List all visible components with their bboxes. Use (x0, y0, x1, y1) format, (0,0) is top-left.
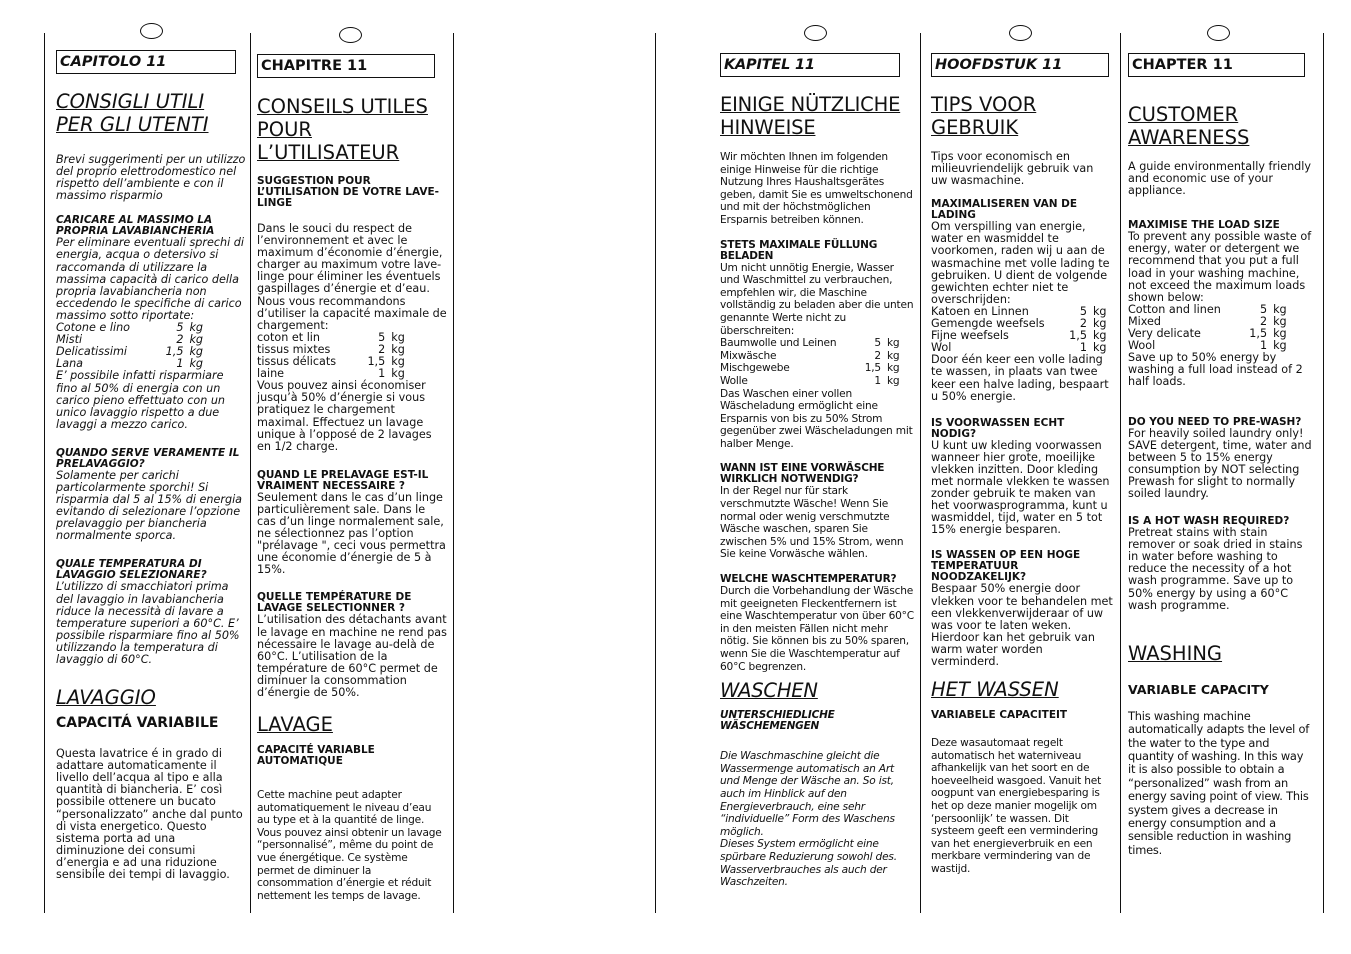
intro-text: Wir möchten Ihnen im folgenden einige Hinweise für die richtige Nutzung Ihres Haushaltsgerätes geben, damit Sie es umweltschonend und mit der höchstmöglichen Ersparnis betreiben können. (720, 151, 913, 226)
paragraph: Pretreat stains with stain remover or soak dried in stains in water before washing to reduce the necessity of a hot wash programme. Save up to 50% energy by using a 60°C wash programme. (1128, 526, 1303, 612)
load-name: laine (257, 367, 285, 381)
italian-column (56, 50, 246, 894)
paragraph: Per eliminare eventuali sprechi di energia, acqua o detersivo si raccomanda di utilizzare la massima capacità di carico della propria lavabiancheria non eccedendo le specifiche di carico massimo sotto riportate: (56, 236, 244, 322)
paragraph: Dans le souci du respect de l’environnement et avec le maximum d’économie d’énergie, charger au maximum votre lave-linge pour éliminer les éventuels gaspillages d’énergie et d’eau. Nous vous recommandons d’utiliser la capacité maximale de chargement: (257, 222, 447, 332)
load-value: 1,5 (1069, 329, 1087, 343)
paragraph: Durch die Vorbehandlung der Wäsche mit geeigneten Fleckentfernern ist eine Waschtemperatur von über 60°C in den meisten Fällen nicht mehr nötig. Sie können bis zu 50% sparen, wenn Sie die Waschtemperatur auf 60°C begrenzen. (720, 585, 914, 673)
load-value: 1 (176, 357, 184, 371)
column-rule (453, 33, 454, 913)
load-unit: kg (1092, 341, 1107, 355)
load-value: 1 (1259, 339, 1268, 353)
section-title (720, 93, 914, 139)
language-oval-icon (339, 27, 362, 43)
title-line: POUR L’UTILISATEUR (257, 118, 400, 164)
heading: QUAND LE PRELAVAGE EST-IL VRAIMENT NECESSAIRE ? (257, 468, 429, 492)
load-unit: kg (1092, 304, 1107, 318)
paragraph: Die Waschmaschine gleicht die Wassermenge automatisch an Art und Menge der Wäsche an. So ist, auch im Hinblick auf den Energieverbrauch, eine sehr “individuelle” Form des Waschens möglich. (720, 750, 895, 838)
load-unit: kg (189, 357, 204, 371)
load-value: 2 (378, 342, 386, 356)
paragraph: Questa lavatrice é in grado di adattare automaticamente il livello dell’acqua al tipo e alla quantità di biancheria. E’ così possibile ottenere un bucato “personalizzato” anche dal punto di vista energetico. Questo sistema porta ad una diminuzione dei consumi d’energia e ad una riduzione sensibile dei tempi di lavaggio. (56, 747, 243, 882)
load-name: Lana (56, 357, 84, 371)
intro-text: Tips voor economisch en milieuvriendelijk gebruik van uw wasmachine. (931, 150, 1094, 188)
load-name: Delicatissimi (56, 345, 127, 359)
load-value: 5 (176, 321, 184, 335)
load-unit: kg (886, 337, 900, 350)
load-value: 2 (1079, 317, 1087, 331)
dutch-column (931, 53, 1113, 889)
paragraph: Solamente per carichi particolarmente sporchi! Si risparmia dal 5 al 15% di energia evitando di selezionare l’opzione prelavaggio per biancheria normalmente sporca. (56, 468, 243, 543)
section-title (931, 93, 1113, 139)
heading: IS A HOT WASH REQUIRED? (1128, 515, 1290, 528)
load-name: Wol (931, 341, 952, 355)
load-table (931, 306, 1109, 354)
chapter-box: CAPITOLO 11 (56, 50, 236, 74)
language-oval-icon (140, 23, 163, 39)
load-unit: kg (1092, 329, 1107, 343)
load-table (720, 337, 902, 387)
load-value: 5 (874, 337, 881, 350)
load-unit: kg (1273, 302, 1287, 316)
paragraph: L’utilizzo di smacchiatori prima del lavaggio in lavabiancheria riduce la necessità di lavare a temperature superiori a 60°C. E’ possibile risparmiare fino al 50% utilizzando la temperatura di lavaggio di 60°C. (56, 580, 240, 666)
language-oval-icon (1207, 25, 1230, 41)
heading: DO YOU NEED TO PRE-WASH? (1128, 415, 1302, 428)
load-unit: kg (886, 374, 900, 387)
german-column (720, 53, 914, 889)
load-value: 1,5 (1249, 327, 1268, 341)
load-name: Fijne weefsels (931, 329, 1009, 343)
heading: MAXIMALISEREN VAN DE LADING (931, 198, 1078, 222)
paragraph: E’ possibile infatti risparmiare fino al 50% di energia con un carico pieno effettuato con un unico lavaggio rispetto a due lavaggi a mezzo carico. (56, 369, 226, 431)
subheading: VARIABLE CAPACITY (1128, 681, 1269, 697)
load-unit: kg (391, 367, 405, 381)
heading: CARICARE AL MASSIMO LA PROPRIA LAVABIANCHERIA (56, 214, 215, 238)
paragraph: To prevent any possible waste of energy, water or detergent we recommend that you put a full load in your washing machine, not exceed the maximum loads shown below: (1128, 230, 1312, 304)
title-line: CUSTOMER (1128, 103, 1239, 126)
load-name: Cotone e lino (56, 321, 131, 335)
column-rule (655, 33, 656, 913)
load-value: 1 (1079, 341, 1087, 355)
heading: IS WASSEN OP EEN HOGE TEMPERATUUR NOODZAKELIJK? (931, 549, 1081, 584)
load-unit: kg (886, 362, 900, 375)
title-line: GEBRUIK (931, 116, 1019, 139)
column-rule (44, 33, 45, 913)
load-unit: kg (1273, 339, 1287, 353)
load-name: Wolle (720, 374, 748, 387)
load-name: tissus délicats (257, 355, 337, 369)
load-name: Cotton and linen (1128, 302, 1221, 316)
load-value: 1,5 (864, 362, 881, 375)
load-unit: kg (886, 349, 900, 362)
section-title: LAVAGE (257, 713, 333, 737)
load-row (720, 362, 902, 375)
paragraph: L’utilisation des détachants avant le lavage en machine ne rend pas nécessaire le lavage au-delà de 60°C. L’utilisation de la température de 60°C permet de diminuer la consommation d’énergie de 50%. (257, 613, 447, 699)
load-name: coton et lin (257, 330, 321, 344)
load-name: Misti (56, 333, 83, 347)
chapter-box: KAPITEL 11 (720, 53, 900, 77)
heading: QUELLE TEMPÉRATURE DE LAVAGE SELECTIONNER ? (257, 591, 412, 615)
load-name: Wool (1128, 339, 1156, 353)
english-column (1128, 53, 1312, 870)
load-name: Mischgewebe (720, 362, 790, 375)
paragraph: This washing machine automatically adapts the level of the water to the type and quantity of washing. In this way it is also possible to obtain a “personalized” wash from an energy saving point of view. This system gives a decrease in energy consumption and a sensible reduction in washing times. (1128, 708, 1310, 857)
section-title (56, 90, 246, 136)
french-column (257, 54, 447, 915)
section-title: LAVAGGIO (56, 686, 156, 710)
load-name: Katoen en Linnen (931, 304, 1029, 318)
load-value: 1 (378, 367, 386, 381)
load-value: 5 (1259, 302, 1268, 316)
chapter-box: CHAPTER 11 (1128, 53, 1305, 77)
load-table (1128, 304, 1290, 352)
heading: QUALE TEMPERATURA DI LAVAGGIO SELEZIONARE? (56, 558, 207, 582)
section-title: HET WASSEN (931, 678, 1059, 702)
load-unit: kg (189, 345, 204, 359)
load-name: Baumwolle und Leinen (720, 337, 837, 350)
paragraph: In der Regel nur für stark verschmutzte Wäsche! Wenn Sie normal oder wenig verschmutzte Wäsche waschen, sparen Sie zwischen 5% und 15% Strom, wenn Sie keine Vorwäsche wählen. (720, 485, 904, 561)
subheading: CAPACITÉ VARIABLE AUTOMATIQUE (257, 744, 375, 768)
paragraph: Seulement dans le cas d’un linge particulièrement sale. Dans le cas d’un linge normalement sale, ne sélectionnez pas l’option "prélavage ", ceci vous permettra une économie d’énergie de 5 à 15%. (257, 490, 446, 577)
paragraph: Cette machine peut adapter automatiquement le niveau d’eau au type et à la quantité de linge. Vous pouvez ainsi obtenir un lavage “personnalisé”, même du point de vue énergétique. Ce système permet de diminuer la consommation d’énergie et réduit nettement les temps de lavage. (257, 789, 442, 902)
load-value: 2 (1259, 314, 1268, 328)
title-line: PER GLI UTENTI (56, 113, 209, 136)
title-line: TIPS VOOR (931, 93, 1037, 116)
intro-text: Brevi suggerimenti per un utilizzo del proprio elettrodomestico nel rispetto dell’ambiente e con il massimo risparmio (56, 153, 246, 203)
paragraph: Um nicht unnötig Energie, Wasser und Waschmittel zu verbrauchen, empfehlen wir, die Maschine vollständig zu beladen aber die unten genannte Werte nicht zu überschreiten: (720, 261, 914, 337)
paragraph: Bespaar 50% energie door vlekken voor te behandelen met een vlekkenverwijderaar of uw was voor te laten weken. Hierdoor kan het gebruik van warm water worden verminderd. (931, 582, 1113, 668)
load-row (720, 337, 902, 350)
load-value: 2 (176, 333, 184, 347)
heading: WELCHE WASCHTEMPERATUR? (720, 573, 897, 586)
load-name: Mixwäsche (720, 349, 777, 362)
paragraph: Save up to 50% energy by washing a full load instead of 2 half loads. (1128, 351, 1303, 389)
section-title (257, 95, 447, 164)
subheading: CAPACITÁ VARIABILE (56, 715, 219, 732)
load-name: Gemengde weefsels (931, 317, 1045, 331)
paragraph: Om verspilling van energie, water en wasmiddel te voorkomen, raden wij u aan de wasmachine met volle lading te gebruiken. U dient de volgende gewichten echter niet te overschrijden: (931, 220, 1110, 306)
heading: MAXIMISE THE LOAD SIZE (1128, 219, 1280, 232)
heading: QUANDO SERVE VERAMENTE IL PRELAVAGGIO? (56, 446, 240, 470)
load-unit: kg (391, 342, 405, 356)
subheading: UNTERSCHIEDLICHE WÄSCHEMENGEN (720, 709, 835, 733)
chapter-box: CHAPITRE 11 (257, 54, 435, 78)
load-value: 1,5 (165, 345, 184, 359)
section-title: WASHING (1128, 641, 1223, 665)
load-table (56, 322, 208, 370)
load-value: 1,5 (367, 355, 386, 369)
chapter-box: HOOFDSTUK 11 (931, 53, 1109, 77)
load-value: 1 (874, 374, 881, 387)
title-line: EINIGE NÜTZLICHE (720, 93, 901, 116)
load-unit: kg (1273, 327, 1287, 341)
column-rule (250, 33, 251, 913)
title-line: HINWEISE (720, 116, 816, 139)
heading: WANN IST EINE VORWÄSCHE WIRKLICH NOTWENDIG? (720, 462, 885, 486)
paragraph: U kunt uw kleding voorwassen wanneer hier grote, moeilijke vlekken inzitten. Door kleding met normale vlekken te wassen zonder gebruik te maken van het voorwasprogramma, kunt u wasmiddel, tijd, water en 5 tot 15% energie besparen. (931, 438, 1110, 537)
load-value: 5 (378, 330, 386, 344)
subheading: VARIABELE CAPACITEIT (931, 709, 1068, 722)
load-value: 2 (874, 349, 881, 362)
intro-text: A guide environmentally friendly and economic use of your appliance. (1128, 160, 1311, 198)
section-title (1128, 103, 1312, 149)
language-oval-icon (804, 25, 827, 41)
heading: IS VOORWASSEN ECHT NODIG? (931, 416, 1065, 440)
language-oval-icon (1009, 25, 1032, 41)
column-rule (1323, 33, 1324, 913)
column-rule (920, 33, 921, 913)
paragraph: Vous pouvez ainsi économiser jusqu’à 50% d’énergie si vous pratiquez le chargement maximal. Effectuez un lavage unique à l’opposé de 2 lavages en 1/2 charge. (257, 379, 432, 453)
paragraph: Door één keer een volle lading te wassen, in plaats van twee keer een halve lading, bespaart u 50% energie. (931, 353, 1109, 403)
load-table (257, 332, 409, 380)
load-row (720, 350, 902, 363)
paragraph: For heavily soiled laundry only! SAVE detergent, time, water and between 5 to 15% energy consumption by NOT selecting Prewash for slight to normally soiled laundry. (1128, 426, 1312, 500)
paragraph: Deze wasautomaat regelt automatisch het waterniveau afhankelijk van het soort en de hoeveelheid wasgoed. Vanuit het oogpunt van energiebesparing is het op deze manier mogelijk om ‘persoonlijk’ te wassen. Dit systeem geeft een vermindering van het energieverbruik en een merkbare vermindering van de wastijd. (931, 737, 1102, 876)
load-unit: kg (391, 330, 405, 344)
load-unit: kg (1273, 314, 1287, 328)
paragraph: Dieses System ermöglicht eine spürbare Reduzierung sowohl des. Wasserverbrauches als auch der Waschzeiten. (720, 838, 897, 889)
title-line: CONSEILS UTILES (257, 95, 428, 118)
load-name: tissus mixtes (257, 342, 331, 356)
title-line: AWARENESS (1128, 126, 1250, 149)
load-row (720, 375, 902, 388)
heading: STETS MAXIMALE FÜLLUNG BELADEN (720, 238, 878, 262)
title-line: CONSIGLI UTILI (56, 90, 205, 113)
heading: SUGGESTION POUR L’UTILISATION DE VOTRE LAVE-LINGE (257, 175, 440, 209)
load-name: Mixed (1128, 314, 1162, 328)
load-unit: kg (1092, 317, 1107, 331)
load-unit: kg (189, 333, 204, 347)
paragraph: Das Waschen einer vollen Wäscheladung ermöglicht eine Ersparnis von bis zu 50% Strom gegenüber zwei Wäscheladungen mit halber Menge. (720, 387, 913, 450)
load-unit: kg (189, 321, 204, 335)
section-title: WASCHEN (720, 679, 818, 703)
column-rule (1120, 33, 1121, 913)
load-value: 5 (1079, 304, 1087, 318)
load-unit: kg (391, 355, 405, 369)
load-name: Very delicate (1128, 327, 1201, 341)
